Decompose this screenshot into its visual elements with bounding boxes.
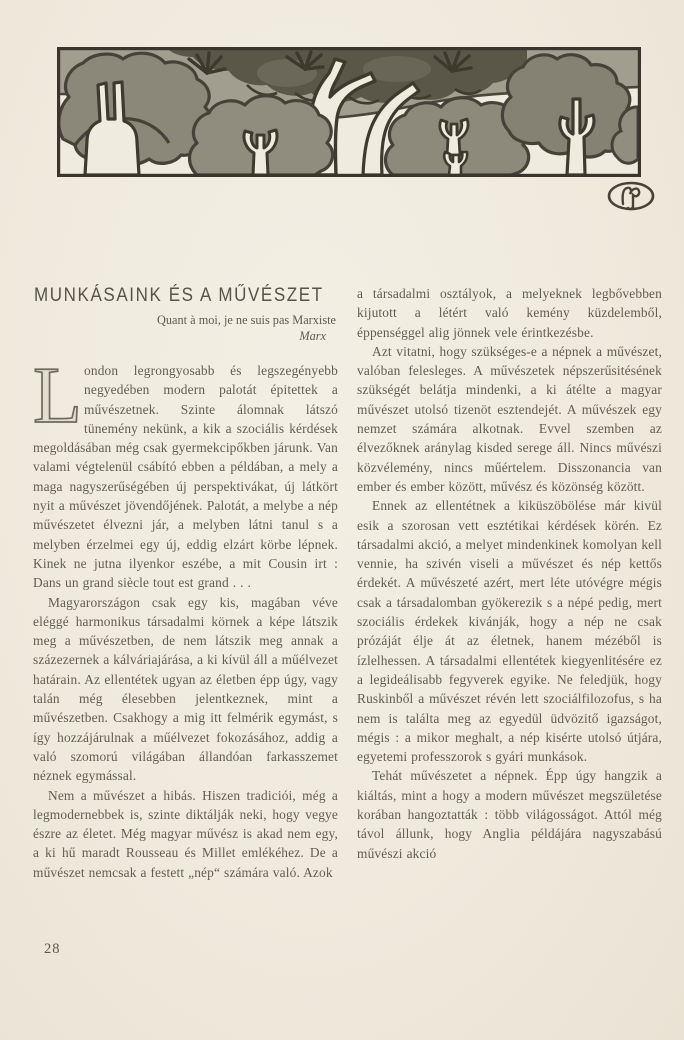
article-body [33,284,663,882]
epigraph [33,313,336,344]
header-illustration [57,47,641,177]
paragraph [33,352,338,593]
paragraph: Ennek az ellentétnek a kiküszöbölése már kivül esik a szorosan vett esztétikai kérdések körén. Ez társadalmi akció, a melyet mindenkinek komolyan kell vennie, ha szivén viseli a művészet és nép kettős érdekét. A művészeté azért, mert léte utóvégre mégis csak a társadalomban gyökerezik s a népé pedig, mert szociális érdekek kivánják, hogy a nép ne csak prózáját élje át az életnek, hanem mézéből is ízlelhessen. A társadalmi ellentétek kiegyenlitésére ez a legideálisabb fegyverek egyike. Ne feledjük, hogy Ruskinből a művészet révén lett szociálfilozofus, s ha nem is találta meg az egyedül üdvözitő igazságot, mégis : a mikor meghalt, a nép kisérte utolsó útjára, egyetemi professzorok s gyári munkások. [357,498,662,765]
column-left [33,284,338,882]
article-title: MUNKÁSAINK ÉS A MŰVÉSZET [34,284,324,306]
paragraph: Azt vitatni, hogy szükséges-e a népnek a művészet, valóban felesleges. A művészetek népszerűsitésének szükségét belátja mindenki, a ki átélte a magyar művészet utolsó tizenöt esztendejét. A művészek egy nemzet számára alkotnak. Evvel szemben az élvezőknek aránylag kisded serege áll. Nincs művészi közvélemény, nincs műértelem. Disszonancia van ember és ember között, művész és közönség között. [357,343,662,494]
drop-cap: L [33,352,83,440]
epigraph-quote: Quant à moi, je ne suis pas Marxiste [157,313,336,327]
paragraph: a társadalmi osztályok, a melyeknek legbővebben kijutott a létért való kemény küzdelemből, éppenséggel alig jönnek vele érintkezésbe. [357,286,662,340]
paragraph: Tehát művészetet a népnek. Épp úgy hangzik a kiáltás, mint a hogy a modern művészet megszületése korában hangoztatták : több világosságot. Attól még távol állunk, hogy Anglia példájára nagyszabású művészi akció [357,768,662,861]
paragraph: Magyarországon csak egy kis, magában véve eléggé harmonikus társadalmi körnek a képe látszik meg a művészetben, de nem látszik meg annak a százezernek a kálváriajárása, a ki kívül áll a műélvezet határain. Az ellentétek ugyan az életben épp úgy, vagy talán még élesebben jelentkeznek, mint a művészetben. Csakhogy a mig itt felmérik egymást, s így hozzájárulnak a műélvezet fokozásához, addig a való szomorú világában állandóan farkasszemet néznek egymással. [33,594,338,784]
tree-frieze-icon [57,47,641,177]
column-right [357,284,662,882]
paragraph: Nem a művészet a hibás. Hiszen tradiciói, még a legmodernebbek is, szinte diktálják neki, hogy vegye észre az életet. Még magyar művész is akad nem egy, a ki hű maradt Rousseau és Millet emlékéhez. De a művészet nemcsak a festett „nép“ számára való. Azok [33,787,338,880]
artist-monogram-icon [605,179,659,215]
page-number: 28 [44,941,61,957]
paragraph-text: ondon legrongyosabb és legszegényebb negyedében modern palotát épitettek a művészetnek. Szinte álomnak látszó tünemény nekünk, a kik a szociális kérdések megoldásában még csak gyermekcipőkben járunk. Van valami végtelenül csábító ebben a példában, a mely a maga nagyszerűségében új perspektivákat, új látkört nyit a művészet jövendőjének. Palotát, a melybe a nép művészetet élvezni jár, a melyben látni tanul s a melyben érzelmei egy új, eddig elzárt körbe lépnek. Kinek ne jutna ilyenkor eszébe, a mit Cousin irt : Dans un grand siècle tout est grand . . . [33,363,338,591]
epigraph-attribution: Marx [299,329,326,343]
